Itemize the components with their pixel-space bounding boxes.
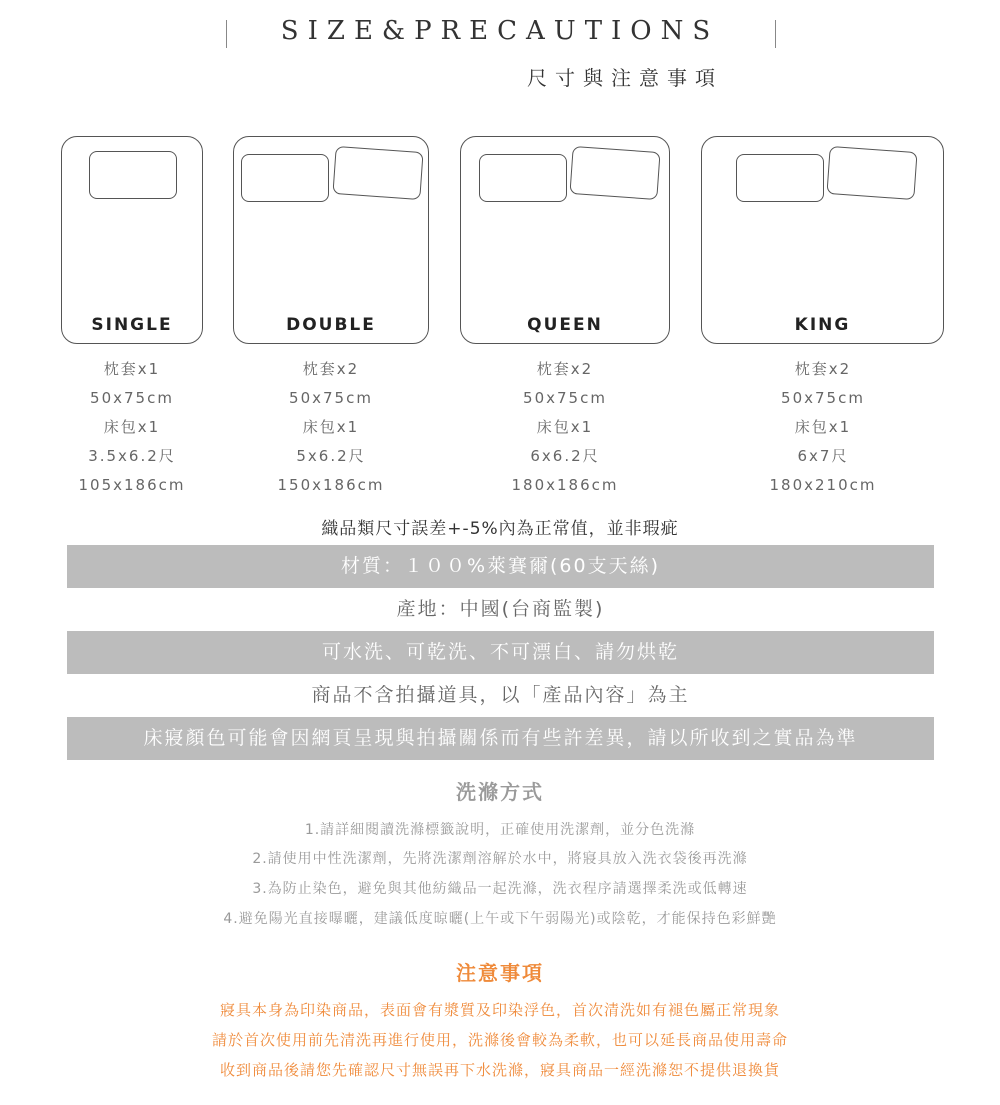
care-band: 可水洗、可乾洗、不可漂白、請勿烘乾 [67, 631, 934, 674]
bed-size-cm: 180x186cm [511, 476, 619, 494]
pillowcase-size: 50x75cm [781, 389, 865, 407]
fitted-sheet-count: 床包x1 [302, 418, 360, 436]
bed-size-cm: 150x186cm [277, 476, 385, 494]
washing-line: 4.避免陽光直接曝曬，建議低度晾曬(上午或下午弱陽光)或陰乾，才能保持色彩鮮艷 [223, 911, 777, 927]
pillow-icon [826, 146, 917, 200]
spec-column-queen [485, 357, 645, 502]
pillow-icon [332, 146, 423, 200]
precautions-heading: 注意事項 [456, 961, 544, 985]
origin-band: 產地：中國(台商監製) [67, 588, 934, 631]
bed-label-single: SINGLE [91, 315, 173, 335]
bed-size-chi: 6x6.2尺 [530, 447, 600, 465]
title-right-divider [775, 20, 776, 48]
page-title: SIZE&PRECAUTIONS [280, 16, 720, 46]
pillowcase-size: 50x75cm [289, 389, 373, 407]
pillowcase-count: 枕套x1 [103, 360, 161, 378]
fitted-sheet-count: 床包x1 [103, 418, 161, 436]
fitted-sheet-count: 床包x1 [536, 418, 594, 436]
spec-column-king [743, 357, 903, 502]
spec-column-single [52, 357, 212, 502]
precaution-line: 寢具本身為印染商品，表面會有漿質及印染浮色，首次清洗如有褪色屬正常現象 [219, 1001, 780, 1019]
pillow-icon [479, 154, 567, 202]
pillowcase-count: 枕套x2 [302, 360, 360, 378]
size-tolerance-note: 織品類尺寸誤差+-5%內為正常值，並非瑕疵 [321, 519, 679, 539]
bed-diagram-single [61, 136, 203, 344]
pillow-icon [89, 151, 177, 199]
spec-column-double [251, 357, 411, 502]
fitted-sheet-count: 床包x1 [794, 418, 852, 436]
bed-size-chi: 6x7尺 [797, 447, 849, 465]
bed-size-cm: 105x186cm [78, 476, 186, 494]
bed-diagram-king [701, 136, 944, 344]
washing-line: 2.請使用中性洗潔劑，先將洗潔劑溶解於水中，將寢具放入洗衣袋後再洗滌 [252, 851, 748, 867]
bed-diagram-queen [460, 136, 670, 344]
bed-label-king: KING [794, 315, 851, 335]
pillowcase-count: 枕套x2 [794, 360, 852, 378]
props-band: 商品不含拍攝道具，以「產品內容」為主 [67, 674, 934, 717]
page-header [0, 14, 1000, 54]
pillow-icon [569, 146, 660, 200]
bed-diagram-double [233, 136, 429, 344]
pillow-icon [736, 154, 824, 202]
page-subtitle: 尺寸與注意事項 [527, 66, 723, 90]
color-disclaimer-band: 床寢顏色可能會因網頁呈現與拍攝關係而有些許差異，請以所收到之實品為準 [67, 717, 934, 760]
precaution-line: 請於首次使用前先清洗再進行使用，洗滌後會較為柔軟，也可以延長商品使用壽命 [211, 1031, 788, 1049]
washing-heading: 洗滌方式 [456, 780, 544, 804]
precaution-line: 收到商品後請您先確認尺寸無誤再下水洗滌，寢具商品一經洗滌恕不提供退換貨 [219, 1061, 780, 1079]
pillowcase-size: 50x75cm [90, 389, 174, 407]
bed-label-double: DOUBLE [286, 315, 376, 335]
pillowcase-count: 枕套x2 [536, 360, 594, 378]
bed-label-queen: QUEEN [527, 315, 603, 335]
pillow-icon [241, 154, 329, 202]
pillowcase-size: 50x75cm [523, 389, 607, 407]
washing-line: 1.請詳細閱讀洗滌標籤說明，正確使用洗潔劑，並分色洗滌 [304, 822, 696, 838]
title-left-divider [226, 20, 227, 48]
washing-line: 3.為防止染色，避免與其他紡織品一起洗滌，洗衣程序請選擇柔洗或低轉速 [252, 881, 748, 897]
bed-size-chi: 5x6.2尺 [296, 447, 366, 465]
bed-size-chi: 3.5x6.2尺 [88, 447, 176, 465]
bed-size-cm: 180x210cm [769, 476, 877, 494]
material-band: 材質：１００%萊賽爾(60支天絲) [67, 545, 934, 588]
